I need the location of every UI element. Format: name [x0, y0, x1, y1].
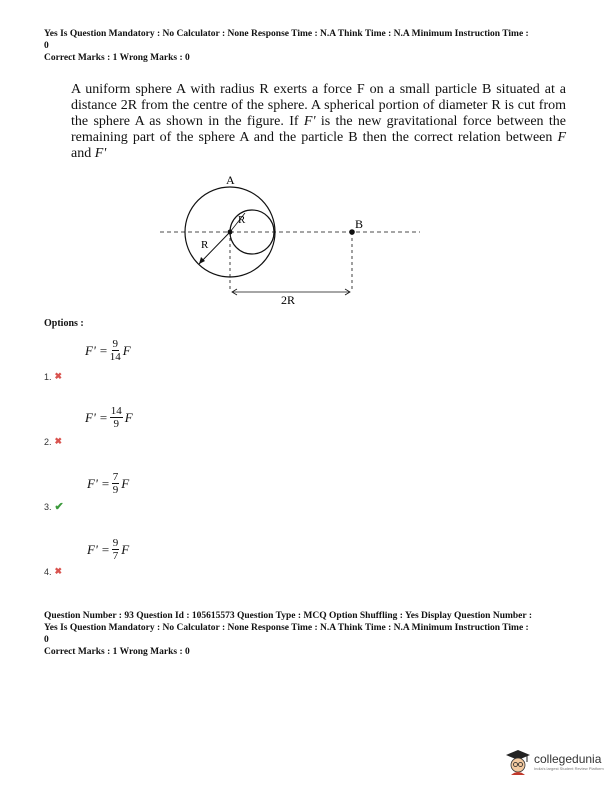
option-3[interactable]: 3. ✔	[44, 501, 64, 513]
header-line-3: Correct Marks : 1 Wrong Marks : 0	[44, 53, 190, 63]
label-sphere-r: R	[201, 239, 209, 251]
option-2[interactable]: 2. ✖	[44, 436, 63, 447]
footer-line-2: Yes Is Question Mandatory : No Calculator : None Response Time : N.A Think Time : N.A Minimum Instruction Time :	[44, 623, 529, 633]
collegedunia-logo[interactable]	[505, 748, 604, 776]
logo-name: collegedunia	[534, 752, 602, 766]
footer-line-1: Question Number : 93 Question Id : 105615573 Question Type : MCQ Option Shuffling : Yes Display Question Number :	[44, 611, 532, 621]
option-3-formula: F' = $\frac{7}{9}$ F	[87, 471, 130, 496]
option-4-fraction: $\frac{9}{7}$	[112, 537, 119, 562]
logo-tagline: India's largest Student Review Platform	[534, 766, 604, 771]
footer-line-4: Correct Marks : 1 Wrong Marks : 0	[44, 647, 190, 657]
header-line-1: Yes Is Question Mandatory : No Calculator : None Response Time : N.A Think Time : N.A Minimum Instruction Time :	[44, 29, 529, 39]
check-mark-icon: ✔	[54, 501, 64, 513]
label-a: A	[226, 173, 235, 187]
option-1-formula: F' = $\frac{9}{14}$ F	[85, 338, 131, 363]
label-cavity-r: R	[238, 214, 246, 226]
option-2-formula: F' = $\frac{14}{9}$ F	[85, 405, 133, 430]
options-label: Options :	[44, 318, 84, 329]
option-2-fraction: $\frac{14}{9}$	[110, 405, 122, 430]
footer-line-3: 0	[44, 635, 49, 645]
sphere-figure	[150, 170, 430, 305]
option-4[interactable]: 4. ✖	[44, 566, 63, 577]
option-4-formula: F' = $\frac{9}{7}$ F	[87, 537, 130, 562]
header-line-2: 0	[44, 41, 49, 51]
label-b: B	[355, 217, 364, 231]
next-question-meta	[44, 610, 574, 658]
graduate-avatar-icon	[505, 748, 531, 776]
wrong-mark-icon: ✖	[54, 436, 63, 446]
option-3-fraction: $\frac{7}{9}$	[112, 471, 119, 496]
label-distance-2r: 2R	[281, 293, 296, 305]
option-1[interactable]: 1. ✖	[44, 371, 63, 382]
particle-b	[349, 229, 355, 235]
wrong-mark-icon: ✖	[54, 371, 63, 381]
wrong-mark-icon: ✖	[54, 566, 63, 576]
option-1-fraction: $\frac{9}{14}$	[109, 338, 121, 363]
question-text: A uniform sphere A with radius R exerts a force F on a small particle B situated at a distance 2R from the centre of the sphere. A spherical portion of diameter R is cut from the sphere A as shown in the figure. If F' is the new gravitational force between the remaining part of the sphere A and the particle B then the correct relation between F and F'	[71, 82, 566, 161]
question-header-meta	[44, 28, 574, 64]
